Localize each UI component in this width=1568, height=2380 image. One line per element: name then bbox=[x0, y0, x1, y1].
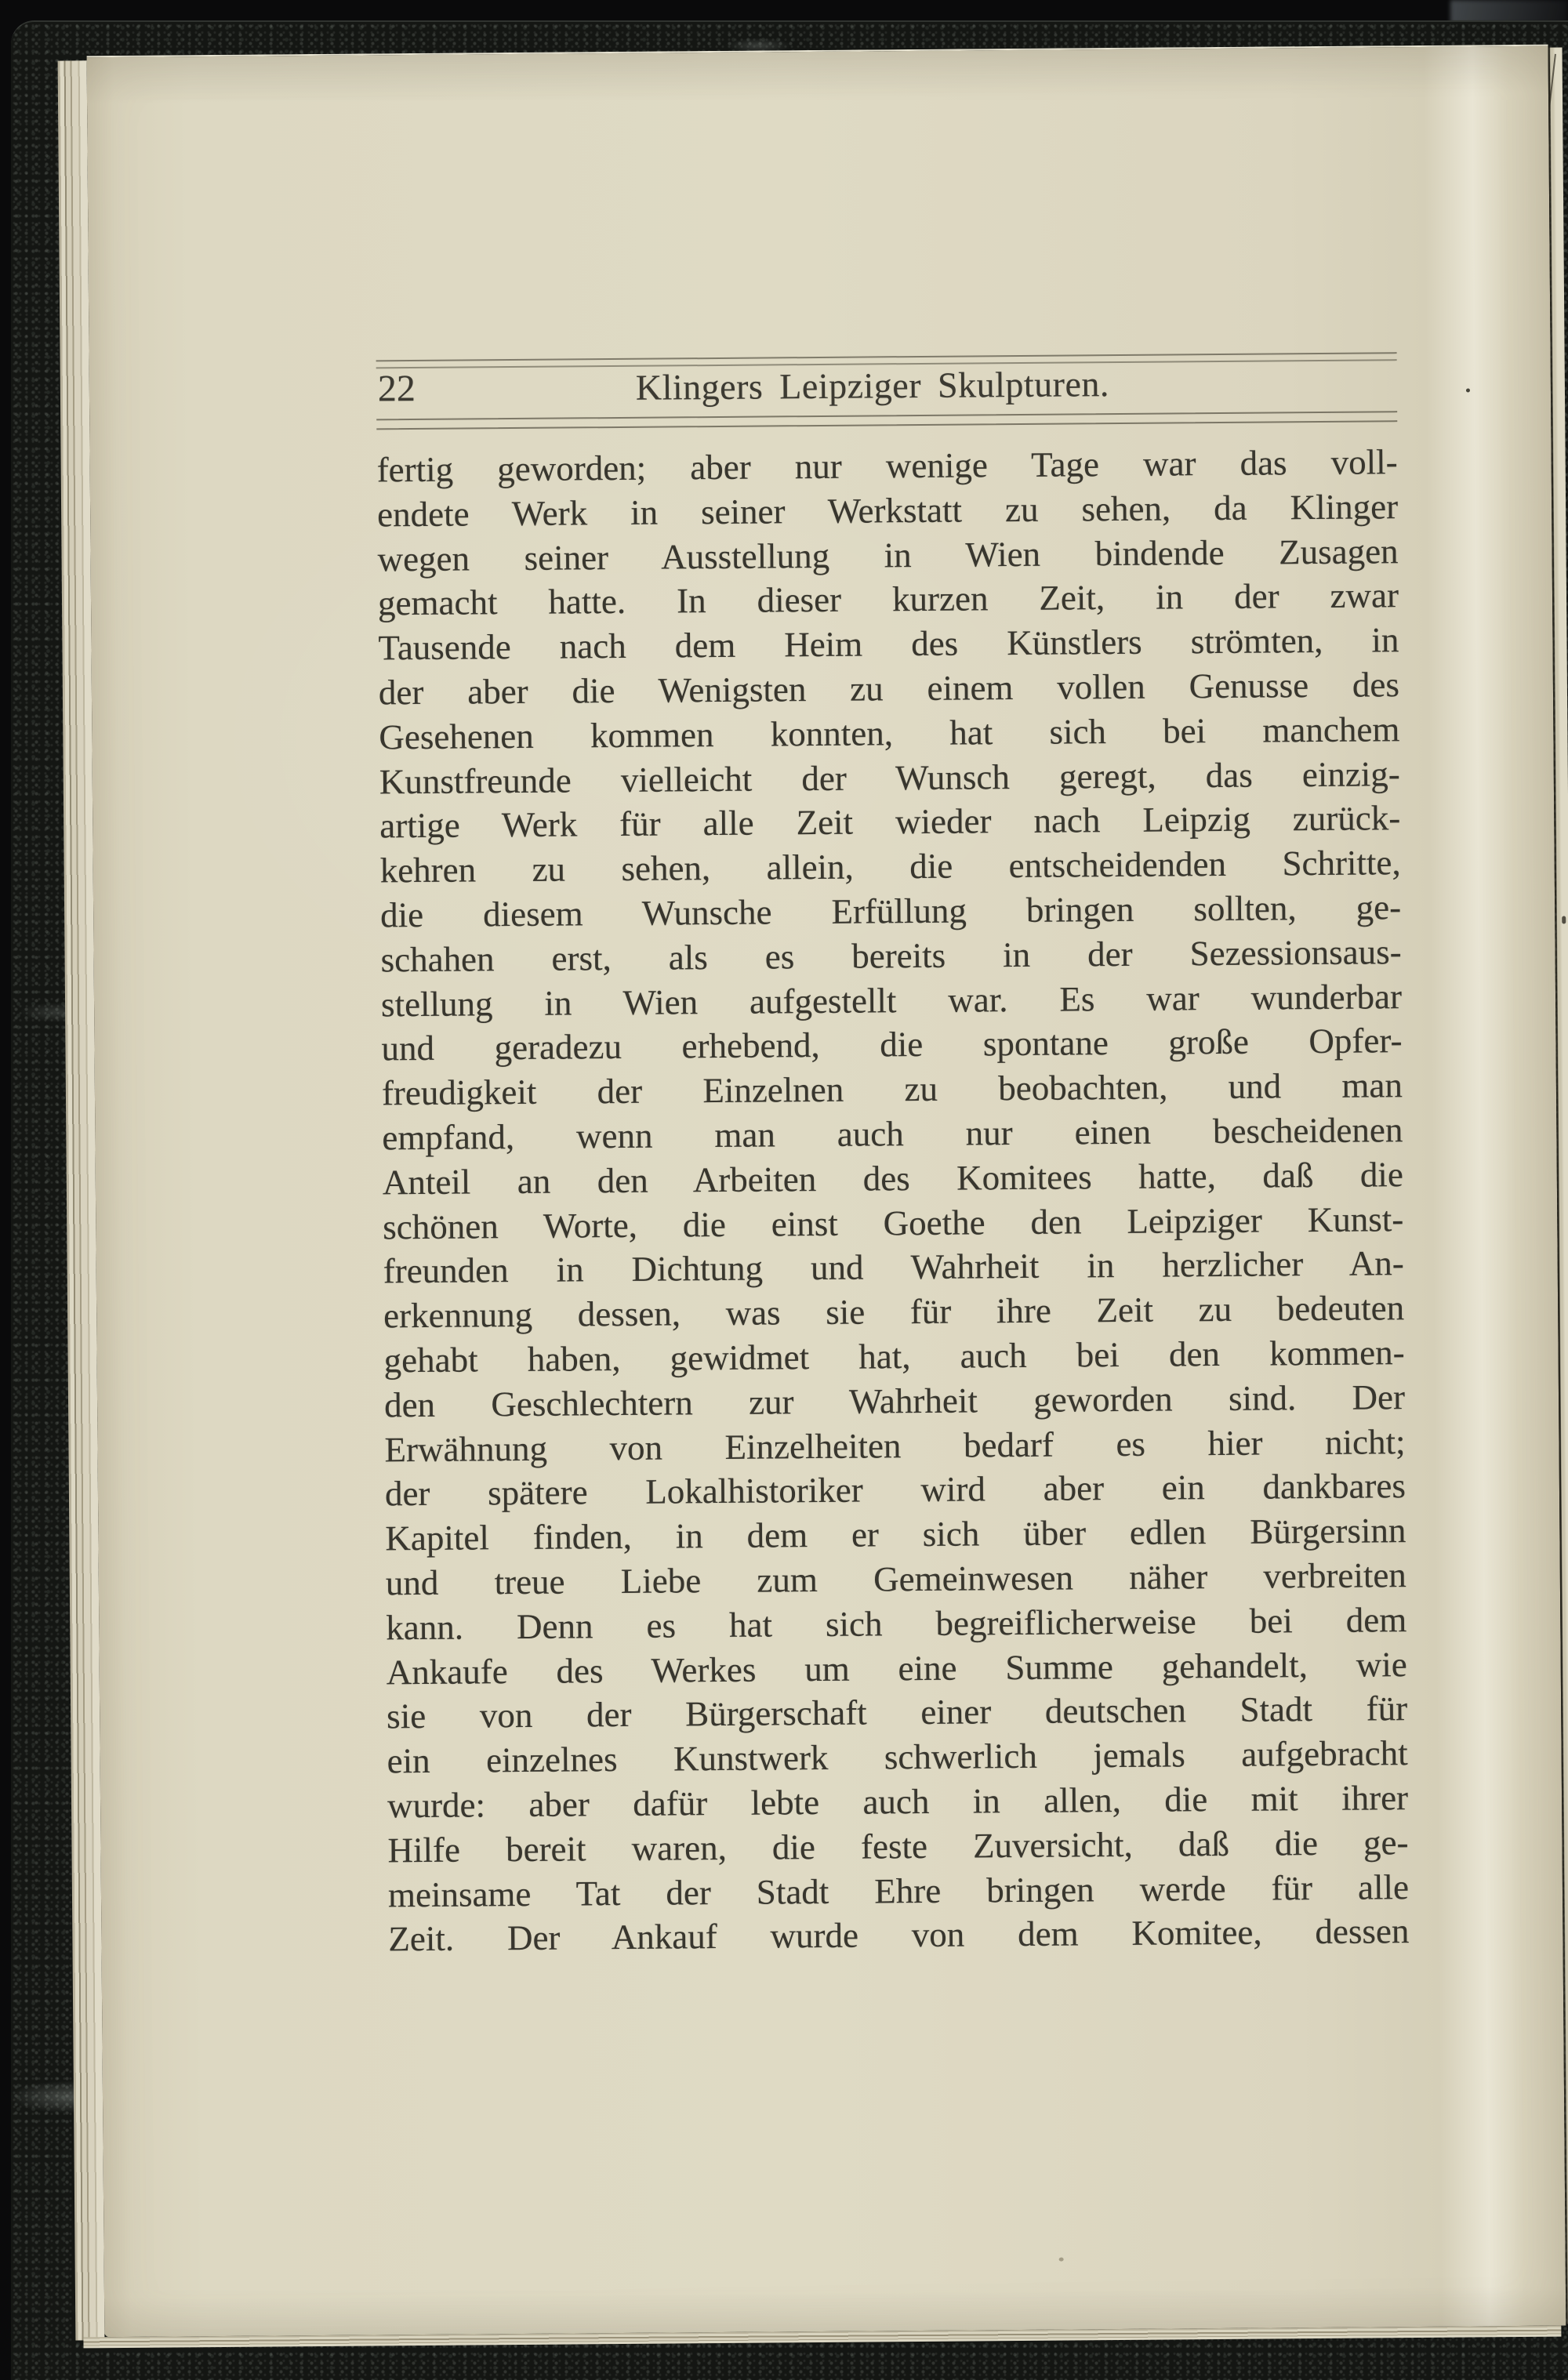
body-line: freunden in Dichtung und Wahrheit in herzlicher An- bbox=[383, 1243, 1404, 1291]
book-page bbox=[87, 45, 1566, 2338]
body-line: Zeit. Der Ankauf wurde von dem Komitee, dessen bbox=[388, 1911, 1410, 1959]
paper-speck bbox=[1562, 916, 1566, 924]
body-line: wurde: aber dafür lebte auch in allen, die mit ihrer bbox=[387, 1778, 1409, 1826]
body-line: empfand, wenn man auch nur einen bescheidenen bbox=[382, 1110, 1403, 1158]
body-line: stellung in Wien aufgestellt war. Es war wunderbar bbox=[380, 976, 1403, 1024]
body-line: der aber die Wenigsten zu einem vollen Genusse des bbox=[378, 665, 1400, 713]
body-line: gehabt haben, gewidmet hat, auch bei den kommen- bbox=[383, 1333, 1405, 1380]
body-line: Ankaufe des Werkes um eine Summe gehandelt, wie bbox=[386, 1644, 1407, 1692]
body-line: Kunstfreunde vielleicht der Wunsch geregt, das einzig- bbox=[379, 753, 1400, 801]
ink-speck bbox=[1466, 388, 1470, 392]
body-line: Erwähnung von Einzelheiten bedarf es hier nicht; bbox=[384, 1421, 1406, 1469]
body-line: Hilfe bereit waren, die feste Zuversicht, daß die ge- bbox=[387, 1822, 1409, 1870]
body-line: und treue Liebe zum Gemeinwesen näher verbreiten bbox=[385, 1555, 1407, 1603]
body-line: schönen Worte, die einst Goethe den Leipziger Kunst- bbox=[383, 1199, 1404, 1246]
body-line: fertig geworden; aber nur wenige Tage war das voll- bbox=[376, 442, 1398, 490]
body-line: freudigkeit der Einzelnen zu beobachten, und man bbox=[381, 1065, 1403, 1113]
body-line: wegen seiner Ausstellung in Wien bindende Zusagen bbox=[377, 531, 1399, 579]
book-block bbox=[58, 45, 1568, 2349]
page-header bbox=[376, 362, 1397, 411]
body-line: kehren zu sehen, allein, die entscheidenden Schritte, bbox=[379, 843, 1401, 891]
header-rule-bottom bbox=[376, 411, 1397, 430]
body-line: kann. Denn es hat sich begreiflicherweise bei dem bbox=[386, 1599, 1407, 1648]
paper-crack bbox=[1548, 54, 1556, 111]
body-line: meinsame Tat der Stadt Ehre bringen werde für alle bbox=[387, 1867, 1410, 1914]
body-line: endete Werk in seiner Werkstatt zu sehen, da Klinger bbox=[376, 486, 1399, 535]
body-line: gemacht hatte. In dieser kurzen Zeit, in der zwar bbox=[377, 575, 1399, 623]
body-line: Kapitel finden, in dem er sich über edlen Bürgersinn bbox=[385, 1511, 1406, 1558]
body-line: erkennung dessen, was sie für ihre Zeit zu bedeuten bbox=[383, 1288, 1405, 1336]
body-line: den Geschlechtern zur Wahrheit geworden sind. Der bbox=[383, 1377, 1406, 1425]
body-line: sie von der Bürgerschaft einer deutschen Stadt für bbox=[386, 1689, 1408, 1736]
page-number: 22 bbox=[377, 368, 416, 410]
body-line: Tausende nach dem Heim des Künstlers strömten, in bbox=[378, 620, 1399, 668]
running-title: Klingers Leipziger Skulpturen. bbox=[635, 364, 1110, 408]
body-line: schahen erst, als es bereits in der Sezessionsaus- bbox=[380, 931, 1402, 980]
body-line: die diesem Wunsche Erfüllung bringen sollten, ge- bbox=[379, 887, 1402, 935]
ink-speck bbox=[1059, 2258, 1064, 2262]
body-line: Anteil an den Arbeiten des Komitees hatte, daß die bbox=[382, 1154, 1403, 1203]
body-line: der spätere Lokalhistoriker wird aber ein dankbares bbox=[384, 1466, 1406, 1514]
body-line: ein einzelnes Kunstwerk schwerlich jemals aufgebracht bbox=[387, 1733, 1408, 1781]
body-text bbox=[376, 440, 1409, 1961]
body-line: und geradezu erhebend, die spontane große Opfer- bbox=[381, 1021, 1403, 1068]
body-line: artige Werk für alle Zeit wieder nach Leipzig zurück- bbox=[379, 798, 1401, 846]
body-line: Gesehenen kommen konnten, hat sich bei manchem bbox=[379, 709, 1400, 757]
